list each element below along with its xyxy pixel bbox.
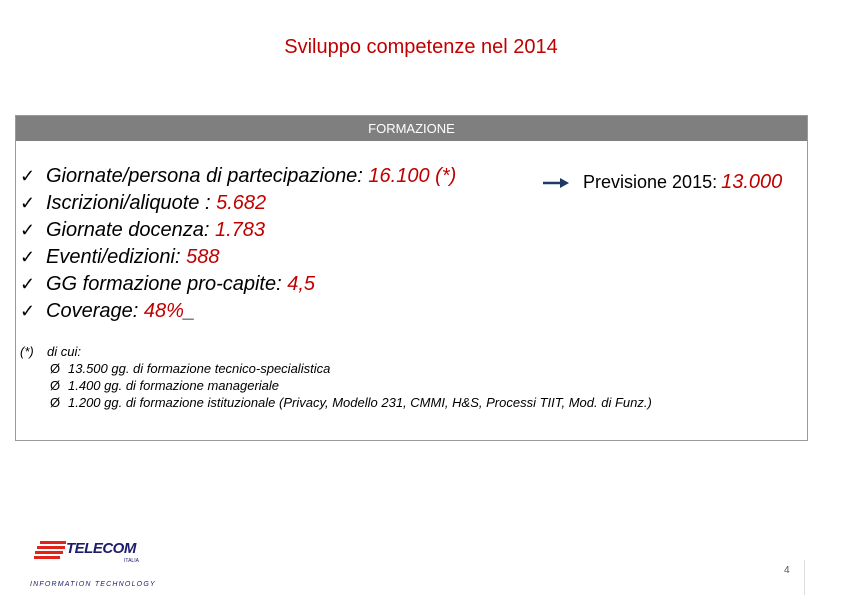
check-icon: ✓ [20,193,36,213]
list-item: ✓ Eventi/edizioni: 588 [20,244,456,271]
list-item: Ø 13.500 gg. di formazione tecnico-specialistica [50,361,331,376]
right-arrow-icon [543,177,569,189]
list-item: ✓ GG formazione pro-capite: 4,5 [20,271,456,298]
forecast-value: 13.000 [721,171,783,193]
logo-stripes-icon [34,540,68,562]
check-icon: ✓ [20,220,36,240]
list-item: ✓ Coverage: 48%_ [20,298,456,325]
forecast-label: Previsione 2015: [583,172,718,192]
check-icon: ✓ [20,247,36,267]
page-divider [804,560,805,595]
box-header: FORMAZIONE [16,116,807,141]
logo-sub: ITALIA [124,558,139,564]
list-item: ✓ Iscrizioni/aliquote : 5.682 [20,190,456,217]
slide-title: Sviluppo competenze nel 2014 [284,36,558,58]
list-item: Ø 1.400 gg. di formazione manageriale [50,378,280,393]
logo-word: TELECOM [66,540,136,557]
footnote [20,343,652,411]
list-item: Ø 1.200 gg. di formazione istituzionale (Privacy, Modello 231, CMMI, H&S, Processi TIIT, Mod. di Funz.) [50,395,652,410]
check-icon: ✓ [20,301,36,321]
arrow-bullet-icon: Ø [50,395,61,410]
formazione-box [15,115,808,441]
list-item: ✓ Giornate docenza: 1.783 [20,217,456,244]
arrow-bullet-icon: Ø [50,378,61,393]
logo-tagline: INFORMATION TECHNOLOGY [30,581,156,588]
forecast [543,171,782,194]
check-icon: ✓ [20,274,36,294]
arrow-bullet-icon: Ø [50,361,61,376]
page-number: 4 [784,565,790,576]
bullet-list [20,163,456,325]
footnote-head: di cui: [47,344,81,359]
list-item: ✓ Giornate/persona di partecipazione: 16.100 (*) [20,163,456,190]
footnote-marker: (*) [20,344,34,359]
check-icon: ✓ [20,166,36,186]
